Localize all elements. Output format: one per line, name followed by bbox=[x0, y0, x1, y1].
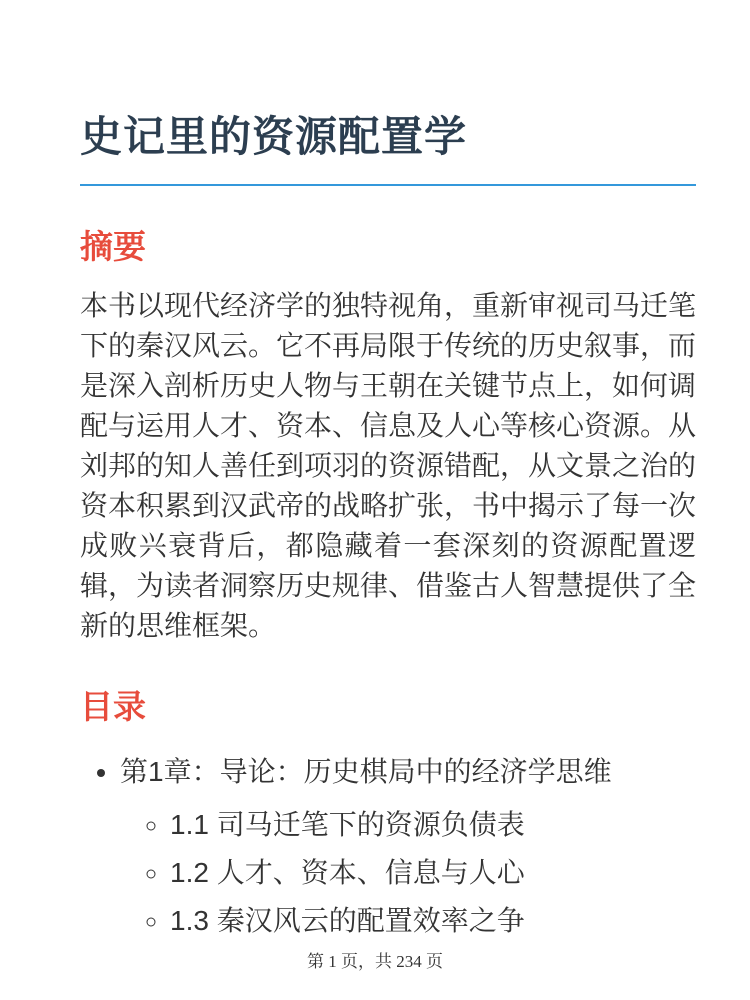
toc-sub-item: ◦ 1.3 秦汉风云的配置效率之争 bbox=[170, 904, 696, 938]
abstract-heading: 摘要 bbox=[80, 228, 146, 266]
toc-sub-item: ◦ 1.2 人才、资本、信息与人心 bbox=[170, 856, 696, 890]
toc-heading: 目录 bbox=[80, 688, 146, 726]
toc-sub-item: ◦ 1.1 司马迁笔下的资源负债表 bbox=[170, 808, 696, 842]
abstract-body: 本书以现代经济学的独特视角，重新审视司马迁笔下的秦汉风云。它不再局限于传统的历史叙事，而是深入剖析历史人物与王朝在关键节点上，如何调配与运用人才、资本、信息及人心等核心资源。从刘邦的知人善任到项羽的资源错配，从文景之治的资本积累到汉武帝的战略扩张，书中揭示了每一次成败兴衰背后，都隐藏着一套深刻的资源配置逻辑，为读者洞察历史规律、借鉴古人智慧提供了全新的思维框架。 bbox=[80, 290, 697, 642]
toc-list bbox=[80, 752, 696, 938]
toc-chapter-label: 第1章：导论：历史棋局中的经济学思维 bbox=[120, 756, 612, 788]
page-number: 第 1 页，共 234 页 bbox=[307, 952, 443, 971]
title-divider bbox=[80, 184, 696, 186]
toc-sub-list bbox=[120, 808, 696, 938]
page-title: 史记里的资源配置学 bbox=[80, 113, 468, 160]
toc-chapter-item bbox=[120, 752, 696, 938]
